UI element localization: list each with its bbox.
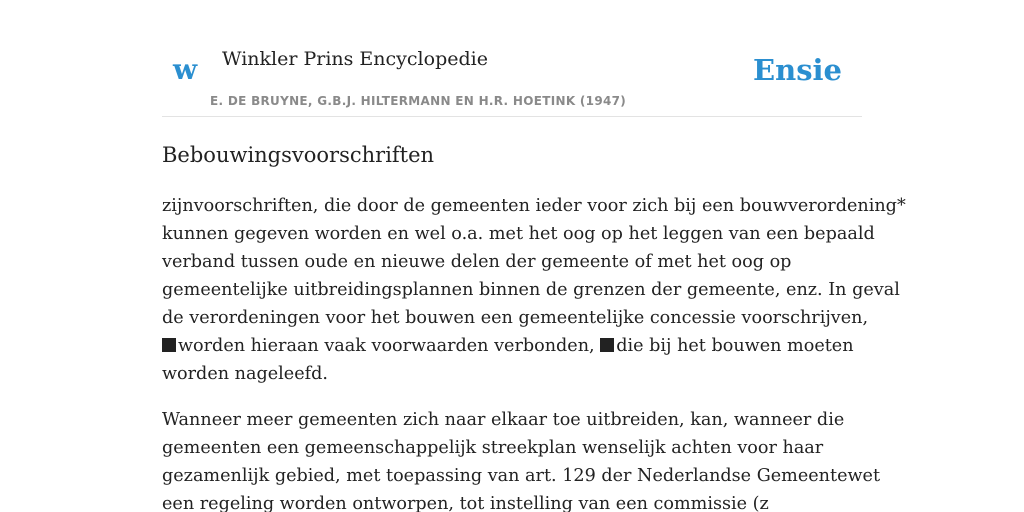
article-body [162,192,906,512]
text-line: verband tussen oude en nieuwe delen der gemeente of met het oog op [162,252,792,272]
square-marker-icon [162,338,176,352]
article-paragraph-2 [162,406,881,512]
authors-line: E. DE BRUYNE, G.B.J. HILTERMANN EN H.R. HOETINK (1947) [210,94,627,108]
winkler-prins-logo[interactable]: w [173,53,198,86]
text-line: gemeentelijke uitbreidingsplannen binnen de grenzen der gemeente, enz. In geval [162,280,900,300]
text-line: zijnvoorschriften, die door de gemeenten ieder voor zich bij een bouwverordening* [162,196,906,216]
text-line: kunnen gegeven worden en wel o.a. met het oog op het leggen van een bepaald [162,224,875,244]
text-segment: worden hieraan vaak voorwaarden verbonden, [178,336,601,356]
encyclopedia-title[interactable]: Winkler Prins Encyclopedie [222,48,488,70]
text-segment: die bij het bouwen moeten [616,336,854,356]
square-marker-icon [600,338,614,352]
text-line: gezamenlijk gebied, met toepassing van art. 129 der Nederlandse Gemeentewet [162,466,881,486]
text-line: Wanneer meer gemeenten zich naar elkaar toe uitbreiden, kan, wanneer die [162,410,845,430]
article-headword: Bebouwingsvoorschriften [162,143,435,167]
article-paragraph-1 [162,192,906,388]
text-line [162,332,862,360]
text-line: worden nageleefd. [162,364,328,384]
header [162,0,862,117]
text-line: een regeling worden ontworpen, tot instelling van een commissie (z [162,494,769,512]
text-line: gemeenten een gemeenschappelijk streekplan wenselijk achten voor haar [162,438,824,458]
text-line: de verordeningen voor het bouwen een gemeentelijke concessie voorschrijven, [162,308,869,328]
ensie-logo[interactable]: Ensie [753,53,842,87]
